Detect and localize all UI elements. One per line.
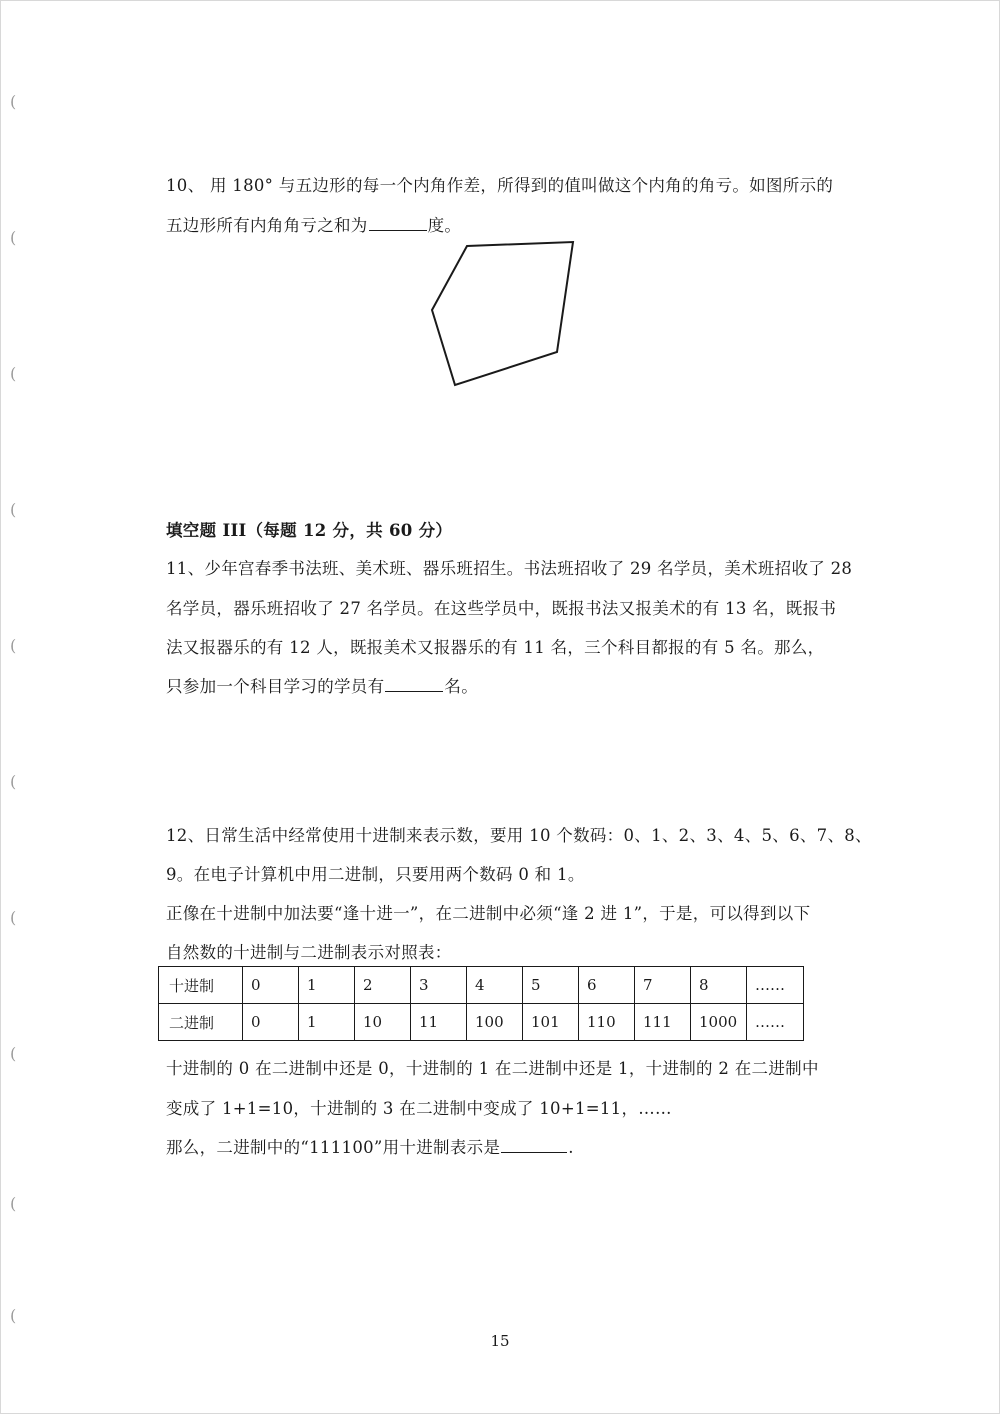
table-cell: 4: [467, 967, 523, 1004]
table-cell: 1000: [691, 1004, 747, 1041]
watermark: [700, 640, 850, 770]
table-cell: 6: [579, 967, 635, 1004]
table-cell: 2: [355, 967, 411, 1004]
q11-line-4: [166, 673, 478, 697]
q10-line-2: [166, 212, 461, 236]
q11-answer-blank[interactable]: [385, 675, 443, 692]
table-cell: 3: [411, 967, 467, 1004]
q11-unit: 名。: [444, 677, 479, 696]
q12-line-2: 9。在电子计算机中用二进制，只要用两个数码 0 和 1。: [166, 865, 585, 884]
q10-unit: 度。: [427, 216, 462, 235]
q10-text: 五边形所有内角角亏之和为: [166, 216, 368, 235]
table-cell: 10: [355, 1004, 411, 1041]
table-row-decimal: [159, 967, 804, 1004]
table-cell: 0: [243, 1004, 299, 1041]
q10-answer-blank[interactable]: [369, 214, 427, 231]
conversion-table: [158, 966, 804, 1041]
binding-mark: (: [10, 1194, 17, 1213]
section-heading: 填空题 III（每题 12 分，共 60 分）: [166, 521, 453, 540]
q12-line-7: [166, 1134, 574, 1158]
table-cell: 十进制: [159, 967, 243, 1004]
table-cell: 1: [299, 1004, 355, 1041]
q11-text: 只参加一个科目学习的学员有: [166, 677, 385, 696]
pentagon-figure: [420, 235, 590, 395]
table-cell: 11: [411, 1004, 467, 1041]
q11-line-1: 11、少年宫春季书法班、美术班、器乐班招生。书法班招收了 29 名学员，美术班招收了 28: [166, 559, 853, 578]
binding-mark: (: [10, 500, 17, 519]
binding-mark: (: [10, 1306, 17, 1325]
table-cell: 8: [691, 967, 747, 1004]
table-cell: ……: [747, 967, 804, 1004]
q12-line-3: 正像在十进制中加法要“逢十进一”，在二进制中必须“逢 2 进 1”，于是，可以得到以下: [166, 904, 811, 923]
binding-mark: (: [10, 364, 17, 383]
binding-mark: (: [10, 92, 17, 111]
binding-mark: (: [10, 228, 17, 247]
table-cell: 110: [579, 1004, 635, 1041]
q12-answer-blank[interactable]: [501, 1136, 567, 1153]
table-row-binary: [159, 1004, 804, 1041]
q10-line-1: 10、 用 180° 与五边形的每一个内角作差，所得到的值叫做这个内角的角亏。如图所示的: [166, 176, 834, 195]
q12-end-mark: .: [568, 1138, 574, 1157]
q12-line-5: 十进制的 0 在二进制中还是 0，十进制的 1 在二进制中还是 1，十进制的 2 在二进制中: [166, 1059, 819, 1078]
table-cell: 二进制: [159, 1004, 243, 1041]
q12-text: 那么，二进制中的“111100”用十进制表示是: [166, 1138, 501, 1157]
binding-mark: (: [10, 908, 17, 927]
q11-line-2: 名学员，器乐班招收了 27 名学员。在这些学员中，既报书法又报美术的有 13 名，既报书: [166, 599, 837, 618]
page-number: 15: [490, 1332, 510, 1350]
binding-mark: (: [10, 636, 17, 655]
binding-mark: (: [10, 1044, 17, 1063]
q12-line-1: 12、日常生活中经常使用十进制来表示数，要用 10 个数码：0、1、2、3、4、5、6、7、8、: [166, 826, 872, 845]
table-cell: 1: [299, 967, 355, 1004]
q11-line-3: 法又报器乐的有 12 人，既报美术又报器乐的有 11 名，三个科目都报的有 5 名。那么，: [166, 638, 825, 657]
q12-line-6: 变成了 1+1=10，十进制的 3 在二进制中变成了 10+1=11，……: [166, 1099, 672, 1118]
table-cell: 7: [635, 967, 691, 1004]
table-cell: 101: [523, 1004, 579, 1041]
binding-mark: (: [10, 772, 17, 791]
table-cell: 111: [635, 1004, 691, 1041]
table-cell: 5: [523, 967, 579, 1004]
table-cell: 100: [467, 1004, 523, 1041]
table-cell: ……: [747, 1004, 804, 1041]
table-cell: 0: [243, 967, 299, 1004]
q12-line-4: 自然数的十进制与二进制表示对照表：: [166, 943, 452, 962]
